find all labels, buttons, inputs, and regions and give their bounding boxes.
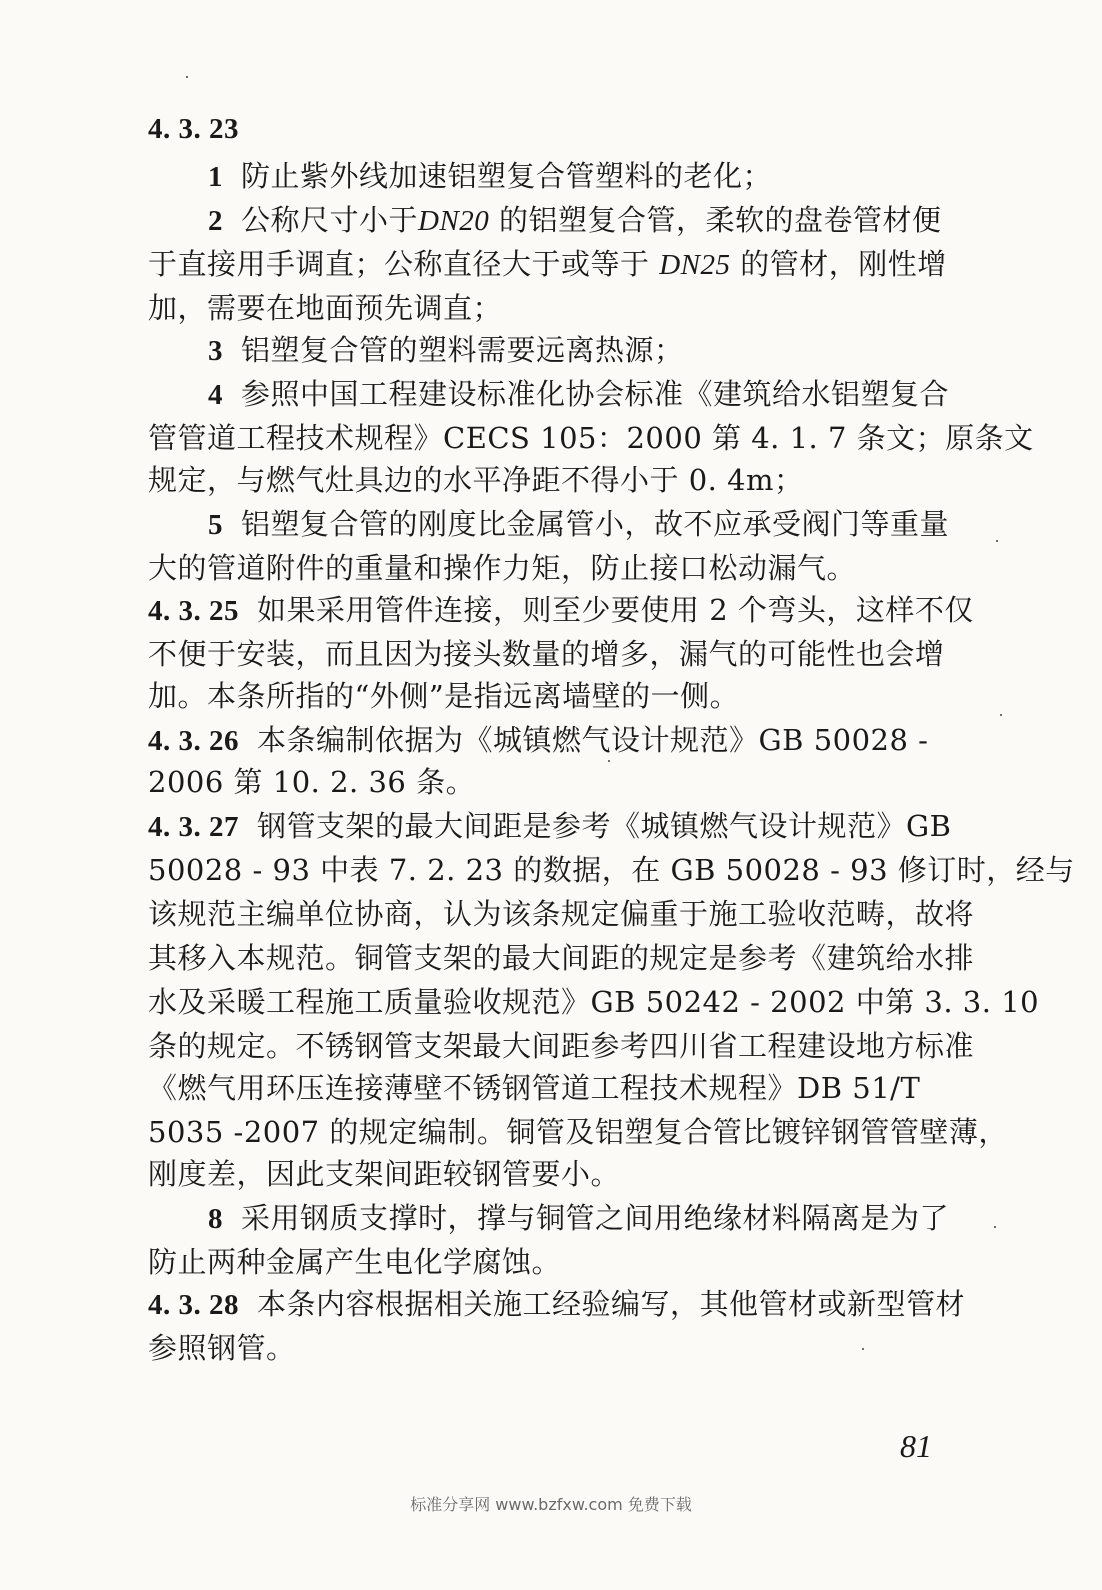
item-8-line-1: 8 采用钢质支撑时，撑与铜管之间用绝缘材料隔离是为了 <box>208 1201 950 1235</box>
page-number: 81 <box>900 1428 932 1464</box>
scan-speck <box>608 760 610 762</box>
item-4-line-2: 管管道工程技术规程》CECS 105：2000 第 4. 1. 7 条文；原条文 <box>148 421 1034 455</box>
scan-speck <box>994 1226 996 1228</box>
section-4-3-27-line-8: 5035 -2007 的规定编制。铜管及铝塑复合管比镀锌钢管管壁薄， <box>148 1115 1008 1149</box>
item-1: 1 防止紫外线加速铝塑复合管塑料的老化； <box>208 159 773 193</box>
section-4-3-27-line-9: 刚度差，因此支架间距较钢管要小。 <box>148 1157 621 1191</box>
item-5-line-2: 大的管道附件的重量和操作力矩，防止接口松动漏气。 <box>148 551 857 585</box>
section-4-3-25-line-3: 加。本条所指的“外侧”是指远离墙壁的一侧。 <box>148 679 740 713</box>
section-4-3-27-line-4: 其移入本规范。铜管支架的最大间距的规定是参考《建筑给水排 <box>148 941 975 975</box>
section-4-3-25-line-2: 不便于安装，而且因为接头数量的增多，漏气的可能性也会增 <box>148 637 945 671</box>
section-4-3-27-line-2: 50028 - 93 中表 7. 2. 23 的数据，在 GB 50028 - 93 修订时，经与 <box>148 853 1075 887</box>
item-3: 3 铝塑复合管的塑料需要远离热源； <box>208 333 684 367</box>
item-2-line-3: 加，需要在地面预先调直； <box>148 291 503 325</box>
section-4-3-27-line-6: 条的规定。不锈钢管支架最大间距参考四川省工程建设地方标准 <box>148 1029 975 1063</box>
item-5-line-1: 5 铝塑复合管的刚度比金属管小，故不应承受阀门等重量 <box>208 507 950 541</box>
section-4-3-27-line-7: 《燃气用环压连接薄壁不锈钢管道工程技术规程》DB 51/T <box>148 1071 921 1105</box>
section-4-3-27-line-3: 该规范主编单位协商，认为该条规定偏重于施工验收范畴，故将 <box>148 897 975 931</box>
item-4-line-3: 规定，与燃气灶具边的水平净距不得小于 0. 4m； <box>148 463 804 497</box>
footer-watermark: 标准分享网 www.bzfxw.com 免费下载 <box>410 1495 692 1514</box>
section-4-3-28-line-1: 4. 3. 28 本条内容根据相关施工经验编写，其他管材或新型管材 <box>148 1287 966 1321</box>
scan-speck <box>1000 714 1002 716</box>
item-4-line-1: 4 参照中国工程建设标准化协会标准《建筑给水铝塑复合 <box>208 377 950 411</box>
scan-speck <box>186 76 188 78</box>
section-4-3-27-line-1: 4. 3. 27 钢管支架的最大间距是参考《城镇燃气设计规范》GB <box>148 809 952 843</box>
section-4-3-25-line-1: 4. 3. 25 如果采用管件连接，则至少要使用 2 个弯头，这样不仅 <box>148 593 974 627</box>
scan-speck <box>996 540 998 542</box>
section-4-3-28-line-2: 参照钢管。 <box>148 1331 296 1365</box>
section-4-3-26-line-2: 2006 第 10. 2. 36 条。 <box>148 765 476 799</box>
section-4-3-26-line-1: 4. 3. 26 本条编制依据为《城镇燃气设计规范》GB 50028 - <box>148 723 929 757</box>
item-8-line-2: 防止两种金属产生电化学腐蚀。 <box>148 1245 562 1279</box>
item-2-line-2: 于直接用手调直；公称直径大于或等于 DN25 的管材，刚性增 <box>148 247 947 281</box>
item-2-line-1: 2 公称尺寸小于DN20 的铝塑复合管，柔软的盘卷管材便 <box>208 203 942 237</box>
scan-speck <box>862 1348 864 1350</box>
section-heading-4-3-23: 4. 3. 23 <box>148 113 239 145</box>
section-4-3-27-line-5: 水及采暖工程施工质量验收规范》GB 50242 - 2002 中第 3. 3. 10 <box>148 985 1040 1019</box>
